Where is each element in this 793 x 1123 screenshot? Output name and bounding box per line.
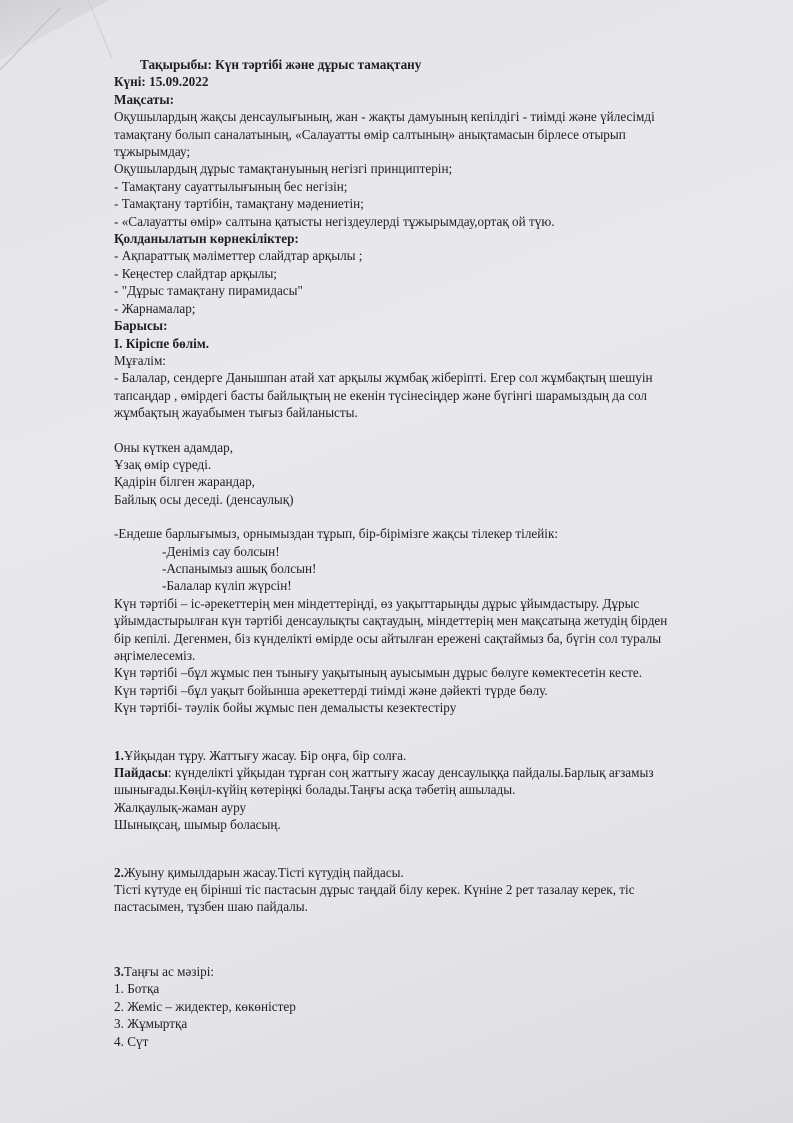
spacer bbox=[114, 834, 754, 864]
topic-text: Күн тәртібі және дұрыс тамақтану bbox=[215, 57, 422, 72]
visuals-heading: Қолданылатын көрнекіліктер: bbox=[114, 231, 299, 247]
section-3-number: 3. bbox=[114, 963, 124, 979]
section-3-title: Таңғы ас мәзірі: bbox=[123, 963, 215, 979]
date-value: 15.09.2022 bbox=[149, 74, 209, 90]
goal-line: Оқушылардың жақсы денсаулығының, жан - жақты дамуының кепілдігі - тиімді және үйлесімді bbox=[114, 109, 655, 125]
section-2-line: пастасымен, тұзбен шаю пайдалы. bbox=[114, 899, 308, 915]
intro-line: - Балалар, сендерге Данышпан атай хат арқылы жұмбақ жіберіпті. Егер сол жұмбақтың шешуін bbox=[114, 370, 653, 386]
spacer bbox=[114, 508, 754, 525]
routine-line: Күн тәртібі – іс-әрекеттерің мен міндеттеріңді, өз уақыттарыңды дұрыс ұйымдастыру. Дұрыс bbox=[114, 595, 640, 611]
page-fold-corner bbox=[0, 0, 110, 60]
goal-line: тұжырымдау; bbox=[114, 144, 191, 160]
menu-item: 3. Жұмыртқа bbox=[114, 1016, 188, 1032]
section-1-line: Жалқаулық-жаман ауру bbox=[114, 799, 247, 815]
spacer bbox=[114, 717, 754, 747]
document-body bbox=[114, 56, 754, 1050]
menu-item: 2. Жеміс – жидектер, көкөністер bbox=[114, 998, 296, 1014]
visuals-item: - Кеңестер слайдтар арқылы; bbox=[114, 265, 277, 281]
visuals-item: - Жарнамалар; bbox=[114, 300, 196, 316]
section-2-line: Тісті күтуде ең бірінші тіс пастасын дұрыс таңдай білу керек. Күніне 2 рет тазалау керек, тіс bbox=[114, 882, 635, 898]
riddle-verse bbox=[114, 439, 754, 509]
routine-line: Күн тәртібі –бұл уақыт бойынша әрекеттерді тиімді және дәйекті түрде бөлу. bbox=[114, 682, 548, 698]
section-2-title: Жуыну қимылдарын жасау.Тісті күтудің пайдасы. bbox=[123, 864, 404, 880]
visuals-list bbox=[114, 247, 754, 317]
goal-list bbox=[114, 108, 754, 230]
intro-paragraph bbox=[114, 369, 754, 421]
topic-line bbox=[114, 56, 754, 73]
wish-list bbox=[114, 543, 754, 595]
routine-line: ұйымдастырылған күн тәртібі денсаулықты сақтаудың, міндеттерің мен мақсатыңа жетудің бірден bbox=[114, 613, 668, 629]
goal-line: - Тамақтану тәртібін, тамақтану мәдениетін; bbox=[114, 196, 364, 212]
riddle-line: Ұзақ өмір сүреді. bbox=[114, 456, 212, 472]
date-label: Күні: bbox=[114, 74, 146, 90]
wish-line: -Деніміз сау болсын! bbox=[162, 543, 280, 559]
section-1-benefit bbox=[114, 764, 754, 781]
intro-line: жұмбақтың жауабымен тығыз байланысты. bbox=[114, 405, 358, 421]
topic-label: Тақырыбы: bbox=[140, 57, 212, 72]
section-2 bbox=[114, 864, 754, 916]
spacer bbox=[114, 946, 754, 963]
routine-line: әңгімелесеміз. bbox=[114, 648, 196, 663]
benefit-label: Пайдасы bbox=[114, 765, 168, 781]
wish-line: -Балалар күліп жүрсін! bbox=[162, 578, 292, 594]
goal-line: Оқушылардың дұрыс тамақтануының негізгі принциптерін; bbox=[114, 161, 453, 177]
teacher-label: Мұғалім: bbox=[114, 352, 166, 368]
section-1-line: шынығады.Көңіл-күйің көтеріңкі болады.Таңғы асқа тәбетің ашылады. bbox=[114, 782, 516, 798]
riddle-line: Қадірін білген жарандар, bbox=[114, 474, 255, 490]
section-2-number: 2. bbox=[114, 864, 124, 880]
riddle-line: Байлық осы деседі. (денсаулық) bbox=[114, 491, 294, 507]
section-1-line: Шынықсаң, шымыр боласың. bbox=[114, 817, 281, 833]
wish-line: -Аспанымыз ашық болсын! bbox=[162, 560, 317, 576]
section-1-heading bbox=[114, 747, 754, 764]
goal-line: - «Салауатты өмір» салтына қатысты негіздеулерді тұжырымдау,ортақ ой түю. bbox=[114, 213, 555, 229]
section-1 bbox=[114, 747, 754, 834]
menu-item: 4. Сүт bbox=[114, 1033, 149, 1049]
section-1-title: Ұйқыдан тұру. Жаттығу жасау. Бір оңға, бір солға. bbox=[123, 747, 407, 763]
wish-intro: -Ендеше барлығымыз, орнымыздан тұрып, бір-бірімізге жақсы тілекер тілейік: bbox=[114, 526, 559, 542]
progress-heading: Барысы: bbox=[114, 318, 168, 334]
goal-heading: Мақсаты: bbox=[114, 91, 175, 107]
intro-line: тапсаңдар , өміpдегі басты байлықтың не екенін түсінесіңдер және бүгінгі шарамыздың да сол bbox=[114, 387, 647, 403]
riddle-line: Оны күткен адамдар, bbox=[114, 439, 234, 455]
spacer bbox=[114, 422, 754, 439]
routine-paragraph bbox=[114, 595, 754, 717]
routine-line: Күн тәртібі- тәулік бойы жұмыс пен демалысты кезектестіру bbox=[114, 700, 457, 716]
routine-line: Күн тәртібі –бұл жұмыс пен тынығу уақытының ауысымын дұрыс бөлуге көмектесетін кесте. bbox=[114, 665, 642, 681]
goal-line: тамақтану болып саналатының, «Салауатты өмір салтының» анықтамасын бірлесе отырып bbox=[114, 126, 626, 142]
spacer bbox=[114, 916, 754, 946]
goal-line: - Тамақтану сауаттылығының бес негізін; bbox=[114, 178, 348, 194]
benefit-text: : күнделікті ұйқыдан тұрған соң жаттығу жасау денсаулыққа пайдалы.Барлық ағзамыз bbox=[167, 765, 654, 781]
date-line bbox=[114, 73, 754, 90]
section-2-heading bbox=[114, 864, 754, 881]
menu-item: 1. Ботқа bbox=[114, 981, 160, 997]
routine-line: бір кепілі. Дегенмен, біз күнделікті өмірде осы айтылған ережені сақтаймыз ба, бүгін сол туралы bbox=[114, 630, 662, 646]
visuals-item: - Ақпараттық мәліметтер слайдтар арқылы ; bbox=[114, 248, 363, 264]
section-3-heading bbox=[114, 963, 754, 980]
section-3 bbox=[114, 963, 754, 1050]
section-1-number: 1. bbox=[114, 747, 124, 763]
intro-heading: I. Кіріспе бөлім. bbox=[114, 335, 210, 351]
visuals-item: - "Дұрыс тамақтану пирамидасы" bbox=[114, 283, 303, 299]
